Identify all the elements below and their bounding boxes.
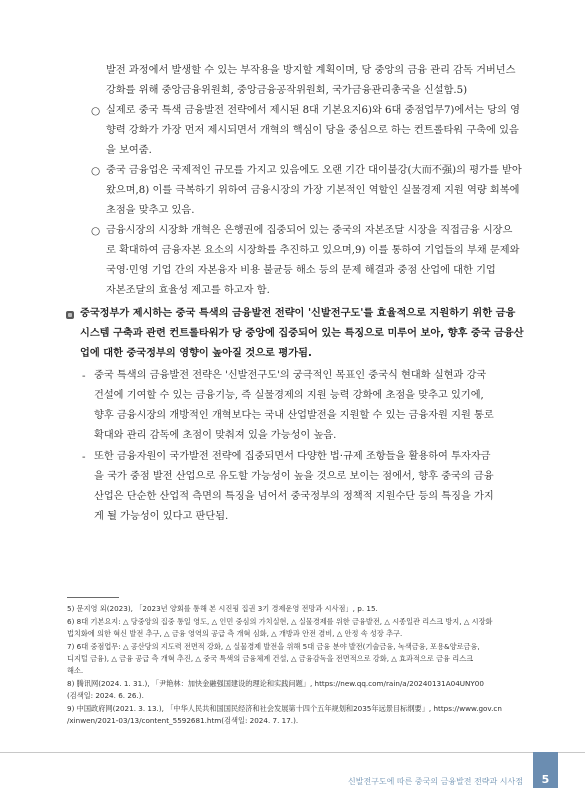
footnote-line: 해소. — [67, 666, 84, 675]
section-heading-line: 시스템 구축과 관련 컨트롤타워가 당 중앙에 집중되어 있는 특징으로 미루어 보아, 향후 중국 금융산 — [80, 328, 524, 339]
circle-bullet: ○ — [91, 225, 101, 237]
body-text-line: 실제로 중국 특색 금융발전 전략에서 제시된 8대 기본요지6)와 6대 중점업무7)에서는 당의 영 — [106, 105, 520, 116]
body-text-line: 향후 금융시장의 개방적인 개혁보다는 국내 산업발전을 지원할 수 있는 금융자원 지원 통로 — [94, 410, 494, 421]
footnote-divider — [67, 597, 119, 598]
body-text-line: 또한 금융자원이 국가발전 전략에 집중되면서 다양한 법·규제 조항들을 활용하여 투자자금 — [94, 451, 491, 462]
body-text-line: 초점을 맞추고 있음. — [106, 205, 195, 216]
footnote-line: 5) 문지영 외(2023), 「2023년 양회를 통해 본 시진핑 집권 3기 경제운영 전망과 시사점」, p. 15. — [67, 604, 378, 613]
body-text-line: 중국 특색의 금융발전 전략은 '신발전구도'의 궁극적인 목표인 중국식 현대화 실현과 강국 — [94, 370, 487, 381]
body-text-line: 확대와 관리 감독에 초점이 맞춰져 있을 가능성이 높음. — [94, 430, 337, 441]
body-text-line: 게 될 가능성이 있다고 판단됨. — [94, 511, 229, 522]
footnote-line: 7) 6대 중점업무: △ 공산당의 지도력 전면적 강화, △ 실물경제 발전을 위해 5대 금융 분야 발전(기술금융, 녹색금융, 포용&양로금융, — [67, 642, 480, 651]
section-heading-line: 중국정부가 제시하는 중국 특색의 금융발전 전략이 '신발전구도'를 효율적으로 지원하기 위한 금융 — [80, 308, 516, 319]
footnote-line: 6) 8대 기본요지: △ 당중앙의 집중 통일 영도, △ 인민 중심의 가치실현, △ 실물경제를 위한 금융발전, △ 시종일관 리스크 방지, △ 시장화 — [67, 617, 493, 626]
body-text-line: 국영·민영 기업 간의 자본융자 비용 불균등 해소 등의 문제 해결과 중점 산업에 대한 기업 — [106, 265, 496, 276]
body-text-line: 향력 강화가 가장 먼저 제시되면서 개혁의 핵심이 당을 중심으로 하는 컨트롤타워 구축에 있음 — [106, 125, 519, 136]
body-text-line: 로 확대하여 금융자본 요소의 시장화를 추진하고 있으며,9) 이를 통하여 기업들의 부채 문제와 — [106, 245, 520, 256]
footnote-line: 디지털 금융), △ 금융 공급 측 개혁 추진, △ 중국 특색의 금융체계 건설, △ 금융감독을 전면적으로 강화, △ 효과적으로 금융 리스크 — [67, 654, 474, 663]
dash-bullet: - — [82, 370, 86, 382]
section-heading-line: 업에 대한 중국정부의 영향이 높아질 것으로 평가됨. — [80, 348, 312, 359]
footnote-line: (검색일: 2024. 6. 26.). — [67, 691, 144, 700]
dash-bullet: - — [82, 451, 86, 463]
footer-title: 신발전구도에 따른 중국의 금융발전 전략과 시사점 — [347, 777, 523, 786]
body-text-line: 발전 과정에서 발생할 수 있는 부작용을 방지할 계획이며, 당 중앙의 금융 관리 감독 거버넌스 — [106, 65, 516, 76]
circle-bullet: ○ — [91, 165, 101, 177]
footnote-line: 법치화에 의한 혁신 발전 추구, △ 금융 영역의 공급 측 개혁 심화, △ 개방과 안전 겸비, △ 안정 속 성장 추구. — [67, 629, 403, 638]
footer-divider — [0, 752, 585, 753]
body-text-line: 을 국가 중점 발전 산업으로 유도할 가능성이 높을 것으로 보이는 점에서, 향후 중국의 금융 — [94, 471, 494, 482]
body-text-line: 강화를 위해 중앙금융위원회, 중앙금융공작위원회, 국가금융관리총국을 신설함.5) — [106, 85, 468, 96]
circle-bullet: ○ — [91, 105, 101, 117]
footnote-line: 9) 中国政府网(2021. 3. 13.), 「中华人民共和国国民经济和社会发展第十四个五年规划和2035年远景目标纲要」, https://www.gov.cn — [67, 704, 502, 713]
page-number: 5 — [533, 752, 558, 788]
footnote-line: /xinwen/2021-03/13/content_5592681.htm(검색일: 2024. 7. 17.). — [67, 716, 299, 725]
body-text-line: 중국 금융업은 국제적인 규모를 가지고 있음에도 오랜 기간 대이불강(大而不强)의 평가를 받아 — [106, 165, 522, 176]
body-text-line: 건설에 기여할 수 있는 금융기능, 즉 실물경제의 지원 능력 강화에 초점을 맞추고 있기에, — [94, 390, 484, 401]
square-bullet-icon — [66, 311, 74, 319]
body-text-line: 금융시장의 시장화 개혁은 은행권에 집중되어 있는 중국의 자본조달 시장을 직접금융 시장으 — [106, 225, 513, 236]
body-text-line: 산업은 단순한 산업적 측면의 특징을 넘어서 중국정부의 정책적 지원수단 등의 특징을 가지 — [94, 491, 494, 502]
body-text-line: 을 보여줌. — [106, 145, 152, 156]
body-text-line: 왔으며,8) 이를 극복하기 위하여 금융시장의 가장 기본적인 역할인 실물경제 지원 역량 회복에 — [106, 185, 520, 196]
body-text-line: 자본조달의 효율성 제고를 하고자 함. — [106, 285, 270, 296]
footnote-line: 8) 腾讯网(2024. 1. 31.), 「尹艳林：加快金融强国建设的理论和实践问题」, https://new.qq.com/rain/a/20240131A04UNY00 — [67, 679, 484, 688]
